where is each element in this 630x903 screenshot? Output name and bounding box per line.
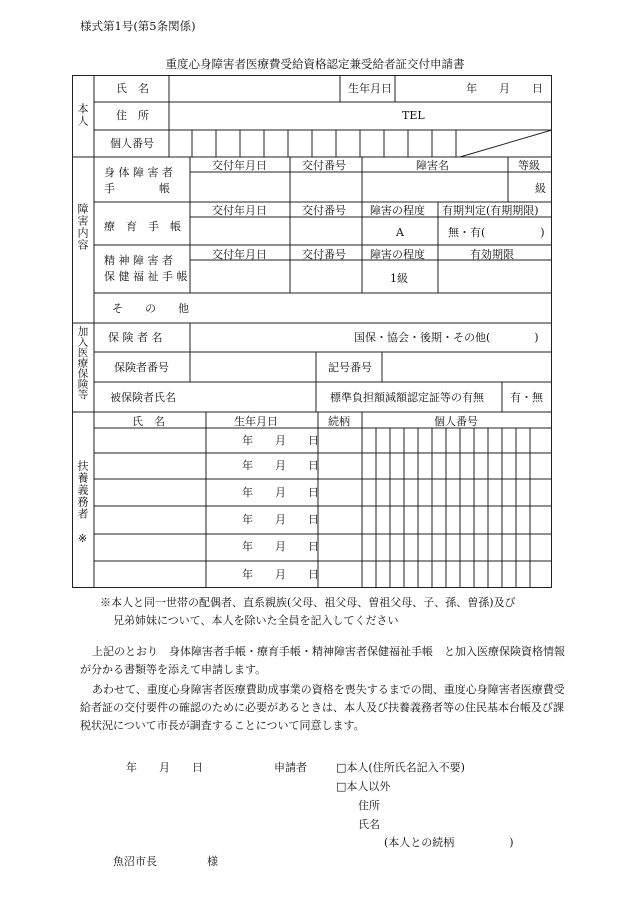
- option-self-checkbox[interactable]: □本人(住所氏名記入不要): [336, 761, 465, 774]
- dependents-note-line-1: ※本人と同一世帯の配偶者、直系親族(父母、祖父母、曽祖父母、子、孫、曽孫)及び: [100, 596, 516, 609]
- physical-handbook-label-1: 身 体 障 害 者: [104, 166, 173, 179]
- applicant-address-label: 住所: [358, 799, 380, 812]
- issue-date-header: 交付年月日: [212, 159, 267, 172]
- disability-name-header: 障害名: [416, 159, 449, 172]
- other-label: そ の 他: [112, 302, 189, 315]
- insurer-type-options: 国保・協会・後期・その他( ): [354, 331, 539, 344]
- mental-grade-value: 1級: [390, 272, 408, 285]
- form-title: 重度心身障害者医療費受給資格認定兼受給者証交付申請書: [165, 57, 465, 71]
- physical-handbook-label-2: 手 帳: [104, 182, 170, 195]
- dob-label: 生年月日: [348, 82, 392, 95]
- relationship-label: (本人との続柄 ): [384, 836, 514, 849]
- application-statement: 上記のとおり 身体障害者手帳・療育手帳・精神障害者保健福祉手帳 と加入医療保険資格情報が分かる書類等を添えて申請します。: [80, 645, 565, 676]
- dob-placeholder: 年 月 日: [466, 82, 543, 95]
- ryoiku-degree-header: 障害の程度: [370, 204, 425, 217]
- application-form-table: [72, 75, 552, 588]
- dependents-note-line-2: 兄弟姉妹について、本人を除いた全員を記入してください: [113, 614, 399, 627]
- grade-header: 等級: [518, 159, 540, 172]
- addressee-mayor: 魚沼市長: [113, 855, 157, 868]
- address-label: 住 所: [116, 109, 149, 122]
- consent-statement: あわせて、重度心身障害者医療費助成事業の資格を喪失するまでの間、重度心身障害者医療費受給者証の交付要件の確認のために必要があるときは、本人及び扶養義務者等の住民基本台帳及び課税状況について市長が調査することについて同意します。: [80, 683, 565, 732]
- ryoiku-issue-date-header: 交付年月日: [212, 204, 267, 217]
- section-label-insurance: 加入医療保険等: [76, 326, 89, 400]
- form-number: 様式第1号(第5条関係): [80, 19, 196, 33]
- section-label-disability: 障害内容: [76, 203, 89, 251]
- option-other-checkbox[interactable]: □本人以外: [336, 780, 391, 793]
- mental-issue-number-header: 交付番号: [302, 248, 346, 261]
- ryoiku-handbook-label: 療 育 手 帳: [104, 220, 181, 233]
- mental-degree-header: 障害の程度: [370, 248, 425, 261]
- dependent-col-id: 個人番号: [434, 415, 478, 428]
- mental-issue-date-header: 交付年月日: [212, 248, 267, 261]
- name-label: 氏 名: [116, 82, 149, 95]
- dependent-row-dob: 年 月 日: [242, 434, 319, 447]
- ryoiku-issue-number-header: 交付番号: [302, 204, 346, 217]
- application-date: 年 月 日: [126, 761, 203, 774]
- reduction-certificate-choice: 有・無: [510, 391, 543, 404]
- dependents-note-mark: ※: [78, 532, 88, 545]
- mental-handbook-label-2: 保 健 福 祉 手 帳: [104, 270, 188, 283]
- dependent-col-dob: 生年月日: [234, 415, 278, 428]
- reduction-certificate-label: 標準負担額減額認定証等の有無: [330, 391, 484, 404]
- dependent-row-dob: 年 月 日: [242, 459, 319, 472]
- applicant-name-label: 氏名: [358, 818, 380, 831]
- period-choice: 無・有( ): [448, 226, 545, 239]
- dependent-row-dob: 年 月 日: [242, 486, 319, 499]
- mental-handbook-label-1: 精 神 障 害 者: [104, 254, 173, 267]
- dependent-row-dob: 年 月 日: [242, 540, 319, 553]
- dependent-row-dob: 年 月 日: [242, 513, 319, 526]
- tel-label: TEL: [402, 109, 425, 122]
- grade-unit: 級: [535, 182, 546, 195]
- valid-period-header: 有効期限: [470, 248, 514, 261]
- ryoiku-degree-value: A: [396, 226, 404, 239]
- section-label-person: 本人: [76, 103, 89, 127]
- dependent-row-dob: 年 月 日: [242, 568, 319, 581]
- addressee-honorific: 様: [207, 855, 218, 868]
- insured-name-label: 被保険者氏名: [110, 391, 176, 404]
- dependent-col-relation: 続柄: [328, 415, 350, 428]
- issue-number-header: 交付番号: [302, 159, 346, 172]
- id-number-label: 個人番号: [110, 137, 154, 150]
- symbol-number-label: 記号番号: [328, 361, 372, 374]
- period-judgment-header: 有期判定(有期期限): [442, 204, 539, 217]
- section-label-dependents: 扶養義務者: [76, 460, 89, 520]
- insurer-name-label: 保 険 者 名: [108, 331, 163, 344]
- applicant-label: 申請者: [274, 761, 307, 774]
- insurer-number-label: 保険者番号: [114, 361, 169, 374]
- dependent-col-name: 氏 名: [132, 415, 165, 428]
